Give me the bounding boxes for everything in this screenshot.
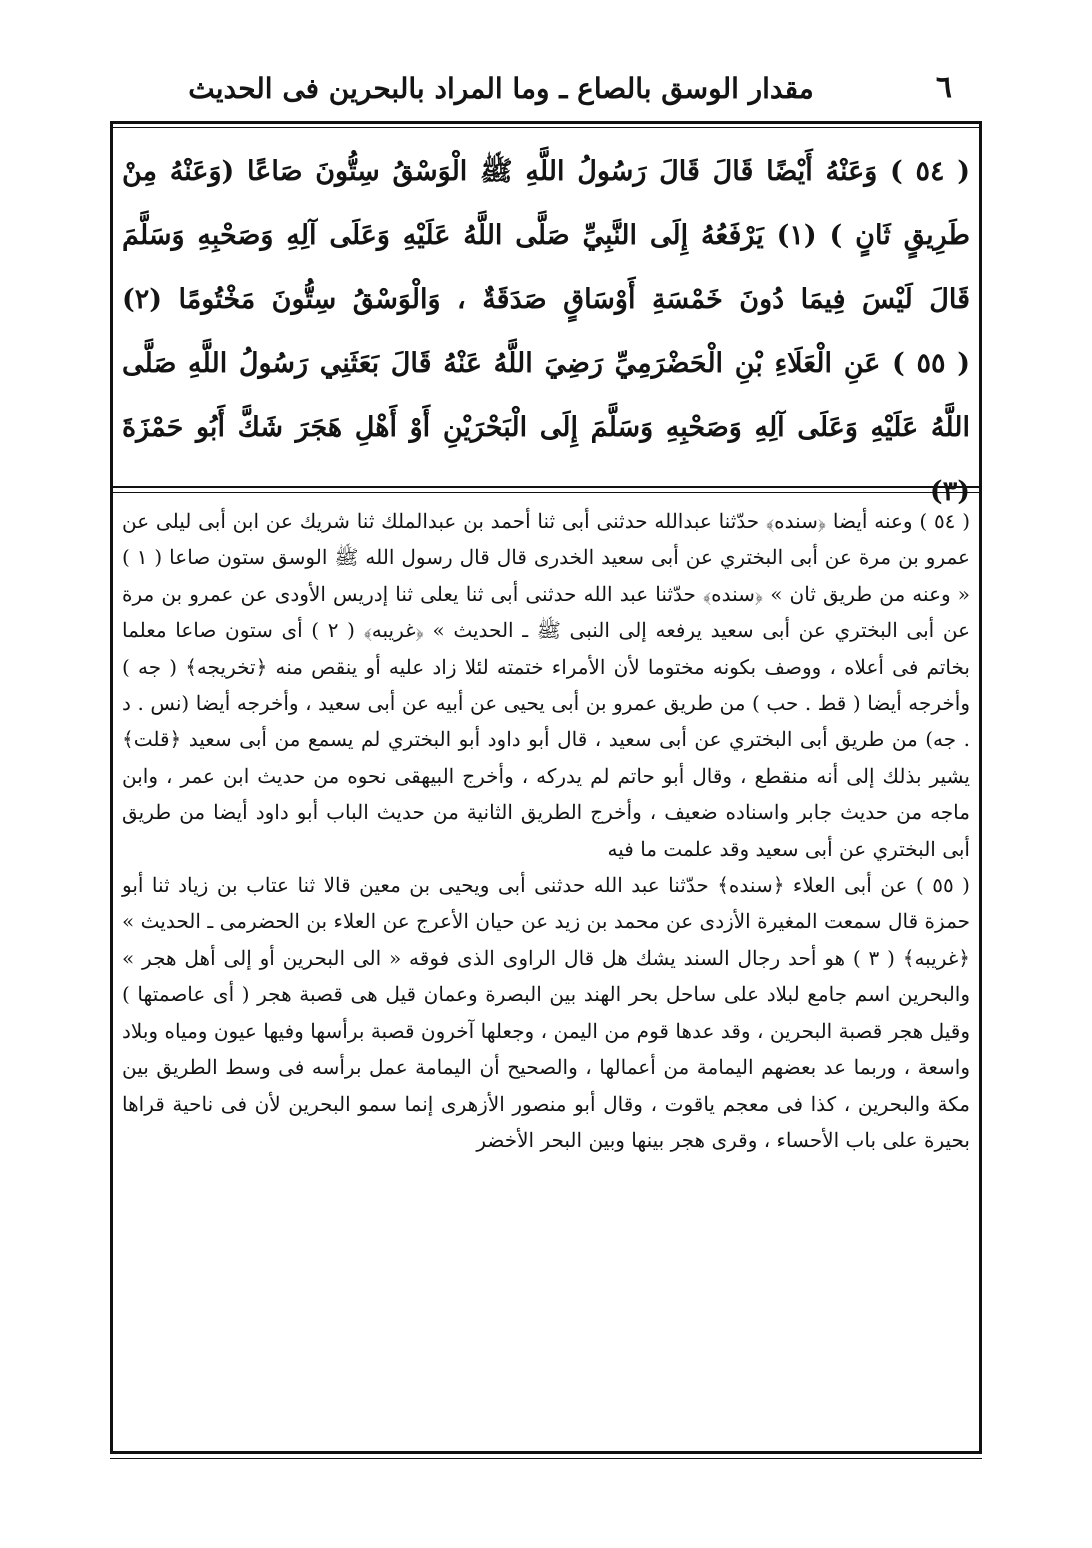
frame-left-rule xyxy=(110,121,113,1451)
frame-right-rule xyxy=(979,121,982,1451)
running-title: مقدار الوسق بالصاع ـ وما المراد بالبحرين فى الحديث xyxy=(188,72,814,105)
commentary-55: ( ٥٥ ) عن أبى العلاء ﴿سنده﴾ حدّثنا عبد الله حدثنى أبى ويحيى بن معين قالا ثنا عتاب بن زياد ثنا أبو حمزة قال سمعت المغيرة الأزدى عن محمد بن زيد عن حيان الأعرج عن العلاء بن الحضرمى ـ الحديث » ﴿غريبه﴾ ( ٣ ) هو أحد رجال السند يشك هل قال الراوى الذى فوقه « الى البحرين أو إلى أهل هجر » والبحرين اسم جامع لبلاد على ساحل بحر الهند بين البصرة وعمان قيل هى قصبة هجر ( أى عاصمتها ) وقيل هجر قصبة البحرين ، وقد عدها قوم من اليمن ، وجعلها آخرون قصبة برأسها وفيها عيون ومياه وبلاد واسعة ، وربما عد بعضهم اليمامة من أعمالها ، والصحيح أن اليمامة عمل برأسه فى وسط الطريق بين مكة والبحرين ، كذا فى معجم ياقوت ، وقال أبو منصور الأزهرى إنما سمو البحرين لأن فى ناحية قراها بحيرة على باب الأحساء ، وقرى هجر بينها وبين البحر الأخضر xyxy=(122,873,971,1152)
frame-top-rule-thin xyxy=(110,127,982,128)
commentary-block xyxy=(122,503,970,1443)
page-header xyxy=(140,70,952,112)
hadith-text-block xyxy=(122,140,970,507)
hadith-55: ( ٥٥ ) عَنِ الْعَلَاءِ بْنِ الْحَضْرَمِيِّ رَضِيَ اللَّهُ عَنْهُ قَالَ بَعَثَنِي رَسُولُ اللَّهِ صَلَّى اللَّهُ عَلَيْهِ وَعَلَى آلِهِ وَصَحْبِهِ وَسَلَّمَ إِلَى الْبَحْرَيْنِ أَوْ أَهْلِ هَجَرَ شَكَّ أَبُو حَمْزَةَ (٣) xyxy=(122,348,970,507)
frame-top-rule xyxy=(110,121,982,124)
page-number: ٦ xyxy=(935,70,952,105)
commentary-54: ( ٥٤ ) وعنه أيضا ﴿سنده﴾ حدّثنا عبدالله حدثنى أبى ثنا أحمد بن عبدالملك ثنا شريك عن ابن أبى ليلى عن عمرو بن مرة عن أبى البختري عن أبى سعيد الخدرى قال قال رسول الله ﷺ الوسق ستون صاعا ( ١ ) « وعنه من طريق ثان » ﴿سنده﴾ حدّثنا عبد الله حدثنى أبى ثنا يعلى ثنا إدريس الأودى عن عمرو بن مرة عن أبى البختري عن أبى سعيد يرفعه إلى النبى ﷺ ـ الحديث » ﴿غريبه﴾ ( ٢ ) أى ستون صاعا معلما بخاتم فى أعلاه ، ووصف بكونه مختوما لأن الأمراء ختمته لئلا زاد عليه أو ينقص منه ﴿تخريجه﴾ ( جه ) وأخرجه أيضا ( قط . حب ) من طريق عمرو بن أبى يحيى عن أبيه عن أبى سعيد ، وأخرجه أيضا (نس . د . جه) من طريق أبى البختري عن أبى سعيد ، قال أبو داود أبو البختري لم يسمع من أبى سعيد ﴿قلت﴾ يشير بذلك إلى أنه منقطع ، وقال أبو حاتم لم يدركه ، وأخرج البيهقى نحوه من حديث ابن عمر ، وابن ماجه من حديث جابر واسناده ضعيف ، وأخرج الطريق الثانية من حديث الباب أبو داود أيضا من طريق أبى البختري عن أبى سعيد وقد علمت ما فيه xyxy=(122,509,971,861)
hadith-54: ( ٥٤ ) وَعَنْهُ أَيْضًا قَالَ قَالَ رَسُولُ اللَّهِ ﷺ الْوَسْقُ سِتُّونَ صَاعًا (وَعَنْهُ مِنْ طَرِيقٍ ثَانٍ ) (١) يَرْفَعُهُ إِلَى النَّبِيِّ صَلَّى اللَّهُ عَلَيْهِ وَعَلَى آلِهِ وَصَحْبِهِ وَسَلَّمَ قَالَ لَيْسَ فِيمَا دُونَ خَمْسَةِ أَوْسَاقٍ صَدَقَةٌ ، وَالْوَسْقُ سِتُّونَ مَخْتُومًا (٢) xyxy=(122,156,970,315)
frame-bottom-rule xyxy=(110,1451,982,1454)
frame-bottom-rule-thin xyxy=(110,1458,982,1459)
